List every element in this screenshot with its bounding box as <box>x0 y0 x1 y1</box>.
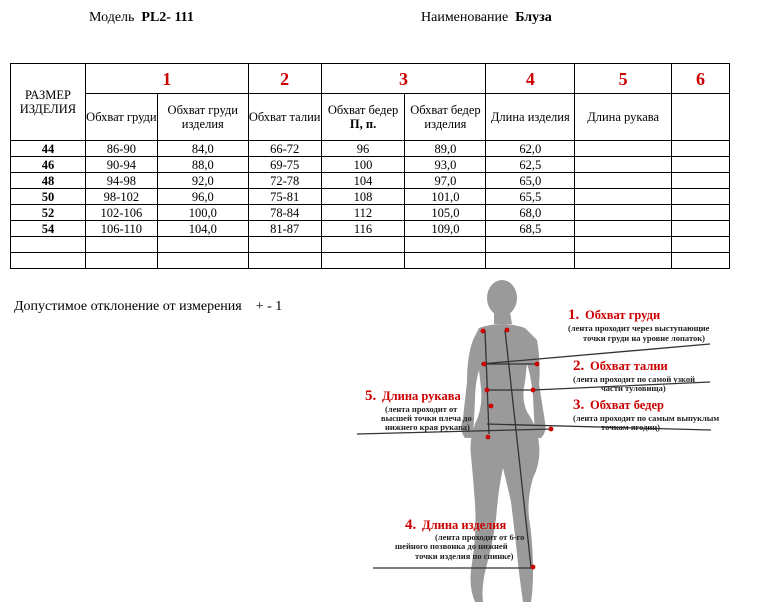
svg-text:Длина рукава: Длина рукава <box>382 389 461 403</box>
svg-text:Длина изделия: Длина изделия <box>422 518 507 532</box>
table-cell <box>672 157 730 173</box>
table-header-row <box>11 94 730 141</box>
table-row <box>11 221 730 237</box>
table-cell: 86-90 <box>85 141 157 157</box>
svg-text:(лента проходит через выступаю: (лента проходит через выступающие <box>568 323 710 333</box>
svg-text:(лента проходит по самой узкой: (лента проходит по самой узкой <box>573 374 695 384</box>
group-number-4: 4 <box>486 64 575 94</box>
svg-text:4.: 4. <box>405 517 417 533</box>
chest-label <box>568 307 710 343</box>
size-table <box>10 63 730 269</box>
table-row <box>11 173 730 189</box>
table-body <box>11 141 730 237</box>
length-label <box>395 517 524 561</box>
size-cell: 50 <box>11 189 86 205</box>
svg-text:части туловища): части туловища) <box>601 383 666 393</box>
table-cell <box>575 157 672 173</box>
size-cell: 46 <box>11 157 86 173</box>
column-header-suffix: П, п. <box>349 117 377 131</box>
size-cell: 54 <box>11 221 86 237</box>
svg-text:(лента проходит по самым выпук: (лента проходит по самым выпуклым <box>573 413 720 423</box>
svg-text:высшей точки плеча до: высшей точки плеча до <box>381 413 472 423</box>
table-cell <box>575 189 672 205</box>
table-cell: 104 <box>321 173 405 189</box>
size-cell: 52 <box>11 205 86 221</box>
table-row <box>11 141 730 157</box>
table-cell: 72-78 <box>248 173 321 189</box>
group-number-6: 6 <box>672 64 730 94</box>
svg-text:2.: 2. <box>573 358 585 374</box>
svg-text:точки изделия по спинке): точки изделия по спинке) <box>415 551 514 561</box>
svg-text:точки груди на уровне лопаток): точки груди на уровне лопаток) <box>583 333 705 343</box>
table-cell <box>672 221 730 237</box>
column-header: Обхват талии <box>248 94 321 141</box>
table-cell: 100,0 <box>157 205 248 221</box>
svg-text:5.: 5. <box>365 388 377 404</box>
name-header <box>421 10 552 26</box>
tolerance-value: + - 1 <box>255 299 283 314</box>
column-header: Длина рукава <box>575 94 672 141</box>
size-header: РАЗМЕР ИЗДЕЛИЯ <box>11 64 86 141</box>
table-cell: 116 <box>321 221 405 237</box>
model-label: Модель <box>89 10 135 25</box>
table-cell: 98-102 <box>85 189 157 205</box>
table-cell: 81-87 <box>248 221 321 237</box>
svg-text:3.: 3. <box>573 397 585 413</box>
table-cell: 69-75 <box>248 157 321 173</box>
svg-text:1.: 1. <box>568 307 580 323</box>
table-cell: 68,0 <box>486 205 575 221</box>
table-cell: 106-110 <box>85 221 157 237</box>
table-row <box>11 157 730 173</box>
table-cell: 96,0 <box>157 189 248 205</box>
name-value: Блуза <box>515 10 552 25</box>
measurement-figure <box>355 272 725 608</box>
column-header: Длина изделия <box>486 94 575 141</box>
tolerance-label: Допустимое отклонение от измерения <box>14 299 242 314</box>
table-cell: 62,5 <box>486 157 575 173</box>
table-cell: 90-94 <box>85 157 157 173</box>
table-cell: 65,5 <box>486 189 575 205</box>
table-cell: 65,0 <box>486 173 575 189</box>
svg-text:(лента проходит от 6-го: (лента проходит от 6-го <box>435 532 525 542</box>
table-cell: 105,0 <box>405 205 486 221</box>
table-cell: 88,0 <box>157 157 248 173</box>
table-group-row <box>11 64 730 94</box>
column-header <box>321 94 405 141</box>
size-cell: 44 <box>11 141 86 157</box>
table-cell: 96 <box>321 141 405 157</box>
table-cell <box>575 141 672 157</box>
svg-text:Обхват талии: Обхват талии <box>590 359 668 373</box>
table-cell: 94-98 <box>85 173 157 189</box>
table-cell: 102-106 <box>85 205 157 221</box>
column-header <box>672 94 730 141</box>
table-cell: 97,0 <box>405 173 486 189</box>
table-cell <box>672 205 730 221</box>
model-value: PL2- 111 <box>141 10 194 25</box>
table-cell: 92,0 <box>157 173 248 189</box>
table-cell: 75-81 <box>248 189 321 205</box>
table-cell <box>575 221 672 237</box>
group-number-1: 1 <box>85 64 248 94</box>
column-header: Обхват бедер изделия <box>405 94 486 141</box>
tolerance-note <box>14 299 282 315</box>
svg-text:Обхват бедер: Обхват бедер <box>590 398 664 412</box>
column-header: Обхват груди <box>85 94 157 141</box>
name-label: Наименование <box>421 10 509 25</box>
table-cell <box>575 173 672 189</box>
table-cell: 68,5 <box>486 221 575 237</box>
table-cell <box>575 205 672 221</box>
table-cell: 112 <box>321 205 405 221</box>
table-cell: 62,0 <box>486 141 575 157</box>
table-cell: 84,0 <box>157 141 248 157</box>
table-cell: 104,0 <box>157 221 248 237</box>
column-header-main: Обхват бедер П, п. <box>327 103 399 131</box>
table-cell: 66-72 <box>248 141 321 157</box>
table-row-empty <box>11 237 730 253</box>
table-cell: 100 <box>321 157 405 173</box>
group-number-5: 5 <box>575 64 672 94</box>
svg-text:нижнего края рукава): нижнего края рукава) <box>385 422 470 432</box>
table-cell: 89,0 <box>405 141 486 157</box>
table-cell: 78-84 <box>248 205 321 221</box>
group-number-3: 3 <box>321 64 486 94</box>
table-cell: 108 <box>321 189 405 205</box>
table-cell <box>672 141 730 157</box>
svg-text:(лента проходит от: (лента проходит от <box>385 404 458 414</box>
table-row-empty <box>11 253 730 269</box>
svg-text:точкам ягодиц): точкам ягодиц) <box>601 422 660 432</box>
svg-text:шейного позвонка до нижней: шейного позвонка до нижней <box>395 541 508 551</box>
table-row <box>11 205 730 221</box>
table-cell: 101,0 <box>405 189 486 205</box>
column-header: Обхват груди изделия <box>157 94 248 141</box>
group-number-2: 2 <box>248 64 321 94</box>
svg-text:Обхват груди: Обхват груди <box>585 308 661 322</box>
size-cell: 48 <box>11 173 86 189</box>
table-cell: 93,0 <box>405 157 486 173</box>
table-cell <box>672 189 730 205</box>
table-cell: 109,0 <box>405 221 486 237</box>
table-row <box>11 189 730 205</box>
model-header <box>89 10 194 26</box>
table-cell <box>672 173 730 189</box>
sleeve-label <box>365 388 472 432</box>
